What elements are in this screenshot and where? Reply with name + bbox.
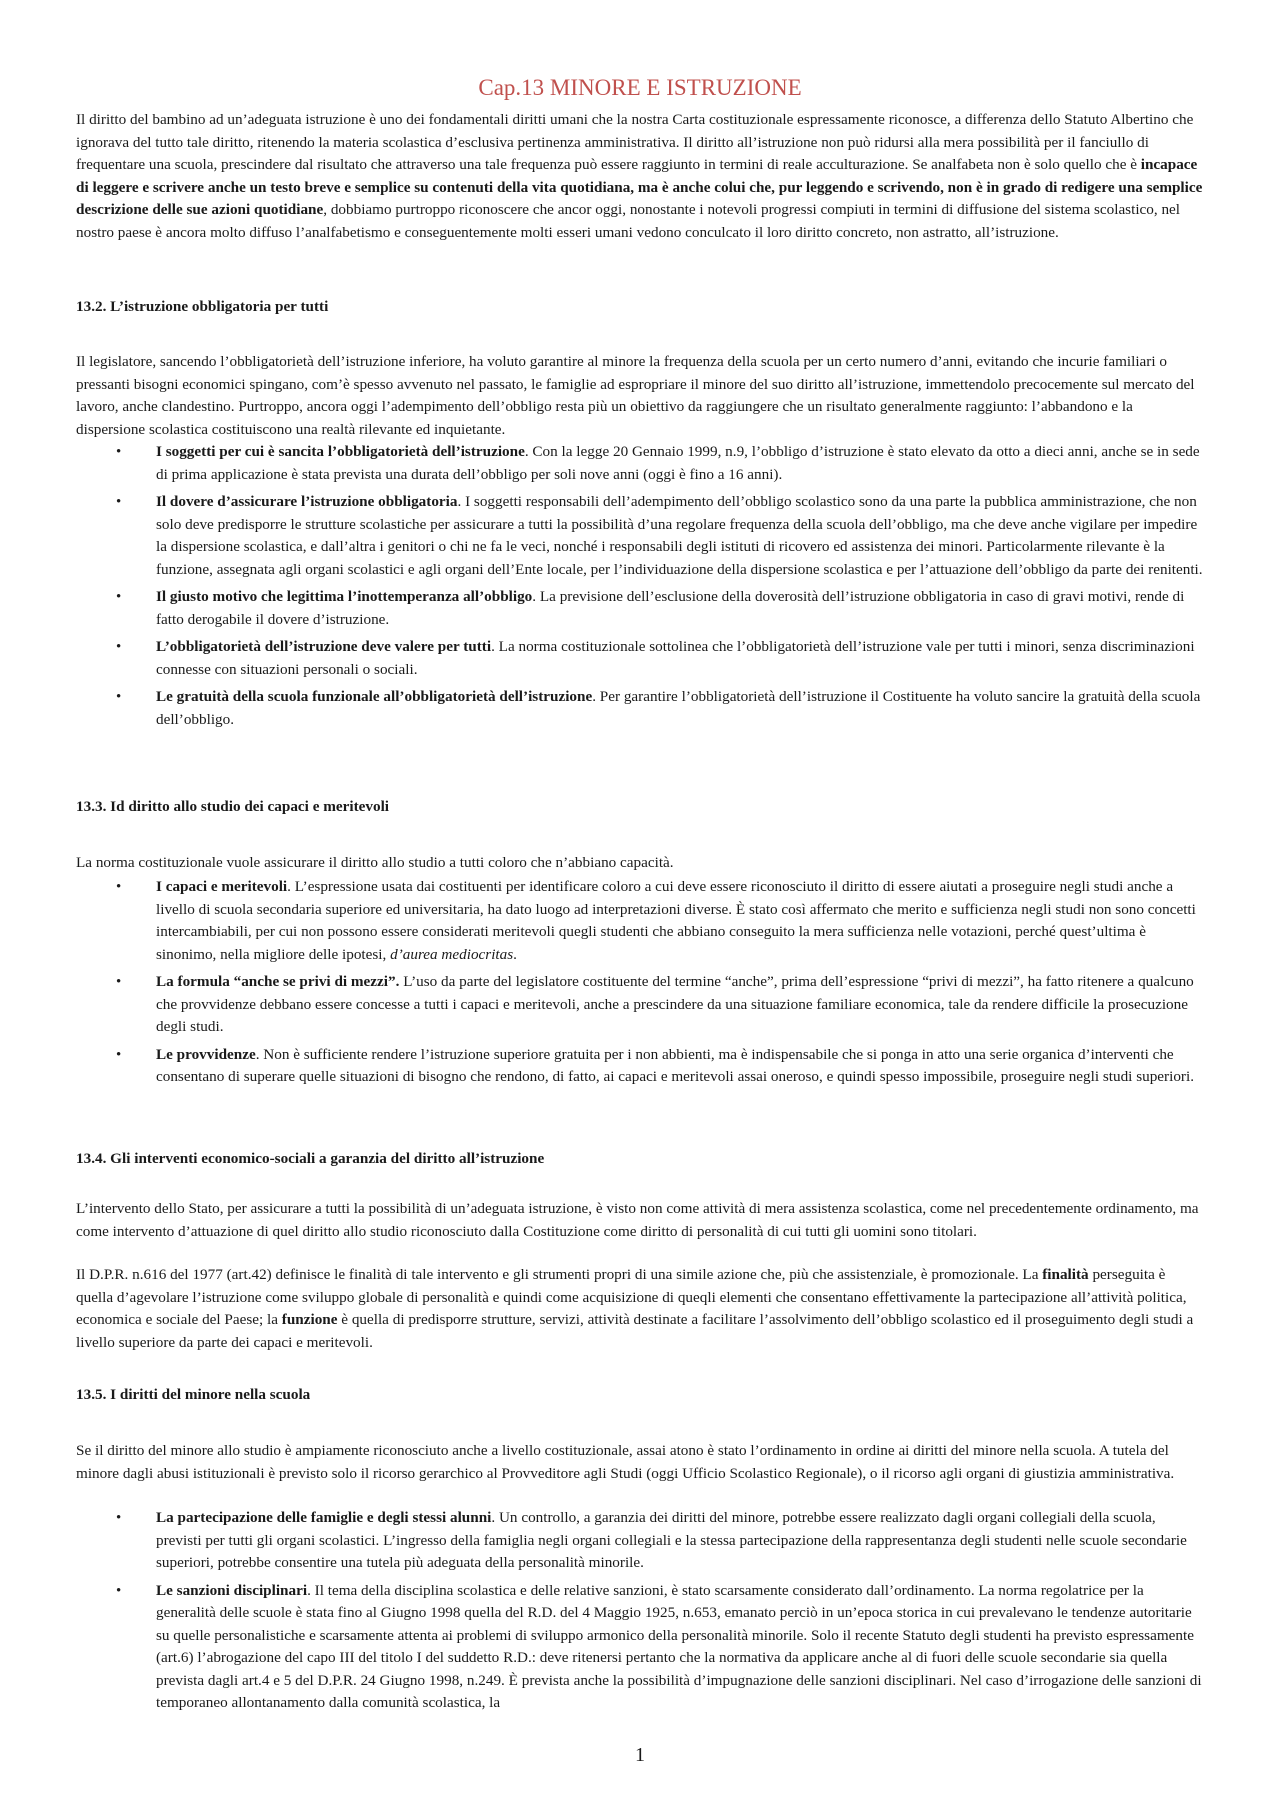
section-13-4-paragraph: L’intervento dello Stato, per assicurare a tutti la possibilità di un’adeguata istruzione, è visto non come attività di mera assistenza scolastica, come nel precedentemente ordinamento, ma come intervento d’attuazione di quel diritto allo studio riconosciuto dalla Costituzione come diritto di personalità di cui tutti gli uomini sono titolari.	[76, 1200, 1199, 1240]
list-item: • Le gratuità della scuola funzionale all’obbligatorietà dell’istruzione. Per garantire l’obbligatorietà dell’istruzione il Costituente ha voluto sancire la gratuità della scuola dell’obbligo.	[116, 688, 1201, 728]
bullet-icon: •	[116, 974, 122, 990]
bullet-icon: •	[116, 879, 122, 895]
chapter-title: Cap.13 MINORE E ISTRUZIONE	[478, 75, 802, 100]
bullet-icon: •	[116, 1510, 122, 1526]
section-13-2-bullet-list	[76, 441, 1204, 736]
section-13-3-paragraph: La norma costituzionale vuole assicurare il diritto allo studio a tutti coloro che n’abbiano capacità.	[76, 854, 674, 871]
section-13-2-paragraph: Il legislatore, sancendo l’obbligatorietà dell’istruzione inferiore, ha voluto garantire al minore la frequenza della scuola per un certo numero d’anni, evitando che incurie familiari o pressanti bisogni economici spingano, com’è spesso avvenuto nel passato, le famiglie ad espropriare il minore del suo diritto all’istruzione, immettendolo precocemente sul mercato del lavoro, anche clandestino. Purtroppo, ancora oggi l’adempimento dell’obbligo resta più un obiettivo da raggiungere che un risultato generalmente raggiunto: l’abbandono e la dispersione scolastica costituiscono una realtà rilevante ed inquietante.	[76, 353, 1195, 438]
list-item: • I soggetti per cui è sancita l’obbligatorietà dell’istruzione. Con la legge 20 Gennaio 1999, n.9, l’obbligo d’istruzione è stato elevato da otto a dieci anni, anche se in sede di prima applicazione è stata prevista una durata dell’obbligo per soli nove anni (oggi è fino a 16 anni).	[116, 443, 1200, 483]
section-heading-13-5: 13.5. I diritti del minore nella scuola	[76, 1386, 311, 1403]
bullet-icon: •	[116, 689, 122, 705]
list-item: • Le sanzioni disciplinari. Il tema della disciplina scolastica e delle relative sanzioni, è stato scarsamente considerato dall’ordinamento. La norma regolatrice per la generalità delle scuole è stata fino al Giugno 1998 quella del R.D. del 4 Maggio 1925, n.653, emanato perciò in un’epoca storica in cui prevalevano le tendenze autoritarie su quelle personalistiche e scarsamente attenta ai problemi di sviluppo armonico della personalità minorile. Solo il recente Statuto degli studenti ha previsto espressamente (art.6) l’abrogazione del capo III del titolo I del suddetto R.D.: deve ritenersi pertanto che la normativa da applicare anche al di fuori delle scuole secondarie sia quella prevista dagli art.4 e 5 del D.P.R. 24 Giugno 1998, n.249. È prevista anche la possibilità d’impugnazione delle sanzioni disciplinari. Nel caso d’irrogazione delle sanzioni di temporaneo allontanamento dalla comunità scolastica, la	[116, 1581, 1202, 1711]
section-heading-13-4: 13.4. Gli interventi economico-sociali a garanzia del diritto all’istruzione	[76, 1150, 545, 1167]
section-13-5-paragraph: Se il diritto del minore allo studio è ampiamente riconosciuto anche a livello costituzionale, assai atono è stato l’ordinamento in ordine ai diritti del minore nella scuola. A tutela del minore dagli abusi istituzionali è previsto solo il ricorso gerarchico al Provveditore agli Studi (oggi Ufficio Scolastico Regionale), o il ricorso agli organi di giustizia amministrativa.	[76, 1442, 1175, 1482]
bullet-icon: •	[116, 444, 122, 460]
section-13-4-paragraph-2: Il D.P.R. n.616 del 1977 (art.42) definisce le finalità di tale intervento e gli strumenti propri di una simile azione che, più che assistenziale, è promozionale. La finalità perseguita è quella d’agevolare l’istruzione come sviluppo globale di personalità e quindi come acquisizione di queqli elementi che consentano effettivamente la partecipazione all’attività politica, economica e sociale del Paese; la funzione è quella di predisporre strutture, servizi, attività destinate a facilitare l’assolvimento dell’obbligo scolastico ed il proseguimento degli studi a livello superiore da parte dei capaci e meritevoli.	[76, 1266, 1194, 1351]
intro-paragraph: Il diritto del bambino ad un’adeguata istruzione è uno dei fondamentali diritti umani che la nostra Carta costituzionale espressamente riconosce, a differenza dello Statuto Albertino che ignorava del tutto tale diritto, ritenendo la materia scolastica d’esclusiva pertinenza amministrativa. Il diritto all’istruzione non può ridursi alla mera possibilità per il fanciullo di frequentare una scuola, prescindere dal risultato che attraverso una tale frequenza può essere raggiunto in termini di reale acculturazione. Se analfabeta non è solo quello che è incapace di leggere e scrivere anche un testo breve e semplice su contenuti della vita quotidiana, ma è anche colui che, pur leggendo e scrivendo, non è in grado di redigere una semplice descrizione delle sue azioni quotidiane, dobbiamo purtroppo riconoscere che ancor oggi, nonostante i notevoli progressi compiuti in termini di diffusione del sistema scolastico, nel nostro paese è ancora molto diffuso l’analfabetismo e conseguentemente molti esseri umani vedono conculcato il loro diritto concreto, non astratto, all’istruzione.	[76, 111, 1203, 241]
list-item: • Il giusto motivo che legittima l’inottemperanza all’obbligo. La previsione dell’esclusione della doverosità dell’istruzione obbligatoria in caso di gravi motivi, rende di fatto derogabile il dovere d’istruzione.	[116, 588, 1185, 628]
bullet-icon: •	[116, 589, 122, 605]
list-item: • La formula “anche se privi di mezzi”. L’uso da parte del legislatore costituente del termine “anche”, prima dell’espressione “privi di mezzi”, ha fatto ritenere a qualcuno che provvidenze debbano essere concesse a tutti i capaci e meritevoli, anche a prescindere da una situazione familiare economica, tale da rendere difficile la prosecuzione degli studi.	[116, 973, 1194, 1035]
page-number: 1	[635, 1744, 645, 1766]
bullet-icon: •	[116, 639, 122, 655]
section-heading-13-2: 13.2. L’istruzione obbligatoria per tutti	[76, 298, 329, 315]
list-item: • I capaci e meritevoli. L’espressione usata dai costituenti per identificare coloro a cui deve essere riconosciuto il diritto di essere aiutati a proseguire negli studi anche a livello di scuola secondaria superiore ed universitaria, ha dato luogo ad interpretazioni diverse. È stato così affermato che merito e sufficienza negli studi non sono concetti intercambiabili, per cui non possono essere considerati meritevoli quegli studenti che abbiano conseguito la mera sufficienza nelle votazioni, perché quest’ultima è sinonimo, nella migliore delle ipotesi, d’aurea mediocritas.	[116, 878, 1196, 963]
list-item: • La partecipazione delle famiglie e degli stessi alunni. Un controllo, a garanzia dei diritti del minore, potrebbe essere realizzato dagli organi collegiali della scuola, previsti per tutti gli organi scolastici. L’ingresso della famiglia negli organi collegiali e la stessa partecipazione della rappresentanza degli studenti nelle scuole secondarie superiori, potrebbe consentire una tutela più adeguata della personalità minorile.	[116, 1509, 1187, 1571]
bullet-icon: •	[116, 494, 122, 510]
section-heading-13-3: 13.3. Id diritto allo studio dei capaci e meritevoli	[76, 798, 390, 815]
bullet-icon: •	[116, 1046, 122, 1063]
list-item: • L’obbligatorietà dell’istruzione deve valere per tutti. La norma costituzionale sottolinea che l’obbligatorietà dell’istruzione vale per tutti i minori, senza discriminazioni connesse con situazioni personali o sociali.	[116, 638, 1195, 678]
bullet-icon: •	[116, 1582, 122, 1599]
list-item: • Le provvidenze. Non è sufficiente rendere l’istruzione superiore gratuita per i non abbienti, ma è indispensabile che si ponga in atto una serie organica d’interventi che consentano di superare quelle situazioni di bisogno che rendono, di fatto, ai capaci e meritevoli assai oneroso, e quindi spesso impossibile, proseguire negli studi superiori.	[116, 1045, 1194, 1085]
list-item: • Il dovere d’assicurare l’istruzione obbligatoria. I soggetti responsabili dell’adempimento dell’obbligo scolastico sono da una parte la pubblica amministrazione, che non solo deve predisporre le strutture scolastiche per assicurare a tutti la possibilità d’una regolare frequenza della scuola dell’obbligo, ma che deve anche vigilare per impedire la dispersione scolastica, e dall’altra i genitori o chi ne fa le veci, nonché i responsabili degli istituti di ricovero ed assistenza dei minori. Particolarmente rilevante è la funzione, assegnata agli organi scolastici e agli organi dell’Ente locale, per l’individuazione della dispersione scolastica e per l’attuazione dell’obbligo da parte dei renitenti.	[116, 493, 1203, 578]
section-13-3-bullet-list	[76, 876, 1204, 1094]
section-13-5-bullet-list	[76, 1507, 1204, 1720]
